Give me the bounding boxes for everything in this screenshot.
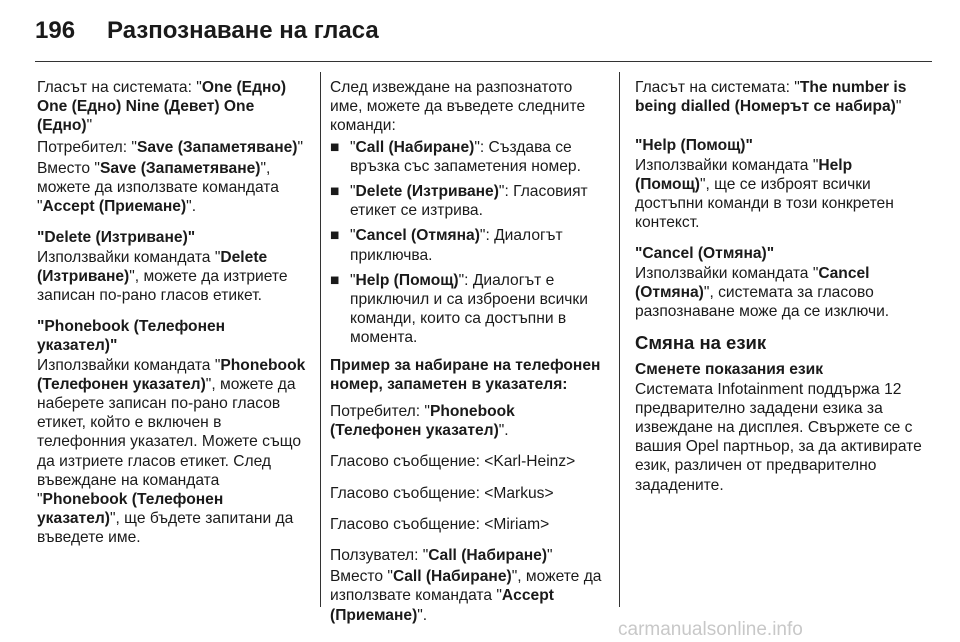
- column-3: [635, 78, 925, 507]
- example-heading: Пример за набиране на телефонен номер, запаметен в указателя:: [330, 356, 601, 393]
- language-text: Системата Infotainment поддържа 12 предварително зададени езика за извеждане на дисплея. Свържете се с вашия Opel партньор, за да активирате език, различен от предварително зададените.: [635, 380, 922, 494]
- cancel-heading: "Cancel (Отмяна)": [635, 245, 775, 263]
- column-divider-1: [320, 72, 321, 607]
- phonebook-heading: "Phonebook (Телефонен указател)": [37, 318, 226, 355]
- language-section-heading: Смяна на език: [635, 332, 767, 354]
- voice-message-2: Гласово съобщение: <Markus>: [330, 484, 554, 502]
- example-instead-line: Вместо "Call (Набиране)", можете да използвате командата "Accept (Приемане)".: [330, 568, 602, 624]
- system-line: Гласът на системата: "One (Едно) One (Едно) Nine (Девет) One (Едно)": [37, 79, 287, 135]
- voice-message-3: Гласово съобщение: <Miriam>: [330, 515, 550, 533]
- voice-message-1: Гласово съобщение: <Karl-Heinz>: [330, 453, 576, 471]
- column-2: [330, 78, 605, 637]
- watermark: carmanualsonline.info: [618, 619, 803, 640]
- column-divider-2: [619, 72, 620, 607]
- example-user2-line: Ползувател: "Call (Набиране)": [330, 547, 553, 565]
- example-user-line: Потребител: "Phonebook (Телефонен указател)".: [330, 403, 515, 440]
- system-dialling-line: Гласът на системата: "The number is being dialled (Номерът се набира)": [635, 79, 907, 116]
- delete-text: Използвайки командата "Delete (Изтриване)", можете да изтриете записан по-рано гласов етикет.: [37, 248, 288, 305]
- intro-text: След извеждане на разпознатото име, можете да въведете следните команди:: [330, 79, 586, 135]
- system-command: One (Едно) One (Едно) Nine (Девет) One (Едно): [37, 79, 287, 135]
- bullet-icon: ■: [330, 183, 340, 201]
- instead-line: Вместо "Save (Запаметяване)", можете да използвате командата "Accept (Приемане)".: [37, 159, 279, 216]
- column-1: [37, 78, 309, 560]
- bullet-icon: ■: [330, 138, 340, 156]
- list-item: ■ "Help (Помощ)": Диалогът е приключил и са изброени всички команди, които са достъпни в момента.: [330, 271, 588, 347]
- user-line: Потребител: "Save (Запаметяване)": [37, 138, 304, 156]
- bullet-icon: ■: [330, 227, 340, 245]
- delete-heading: "Delete (Изтриване)": [37, 229, 196, 247]
- list-item: ■ "Delete (Изтриване)": Гласовият етикет се изтрива.: [330, 183, 588, 220]
- page-title: Разпознаване на гласа: [107, 17, 379, 44]
- help-heading: "Help (Помощ)": [635, 137, 753, 155]
- help-text: Използвайки командата "Help (Помощ)", ще се изброят всички достъпни команди в този конкретен контекст.: [635, 156, 894, 232]
- phonebook-text: Използвайки командата "Phonebook (Телефонен указател)", можете да наберете записан по-рано гласов етикет, който е включен в телефонния указател. Можете също да изтриете гласов етикет. След въвеждане на командата "Phonebook (Телефонен указател)", ще бъдете запитани да въведете име.: [37, 356, 306, 547]
- page-number: 196: [35, 17, 76, 44]
- header-divider: [35, 61, 932, 62]
- list-item: ■ "Call (Набиране)": Създава се връзка със запаметения номер.: [330, 138, 581, 175]
- cancel-text: Използвайки командата "Cancel (Отмяна)", системата за гласово разпознаване може да се изключи.: [635, 264, 890, 321]
- page-header: [35, 17, 379, 45]
- user-command: Save (Запаметяване): [136, 138, 298, 156]
- bullet-icon: ■: [330, 271, 340, 289]
- command-list: [330, 138, 605, 348]
- language-subheading: Сменете показания език: [635, 361, 824, 379]
- list-item: ■ "Cancel (Отмяна)": Диалогът приключва.: [330, 227, 563, 264]
